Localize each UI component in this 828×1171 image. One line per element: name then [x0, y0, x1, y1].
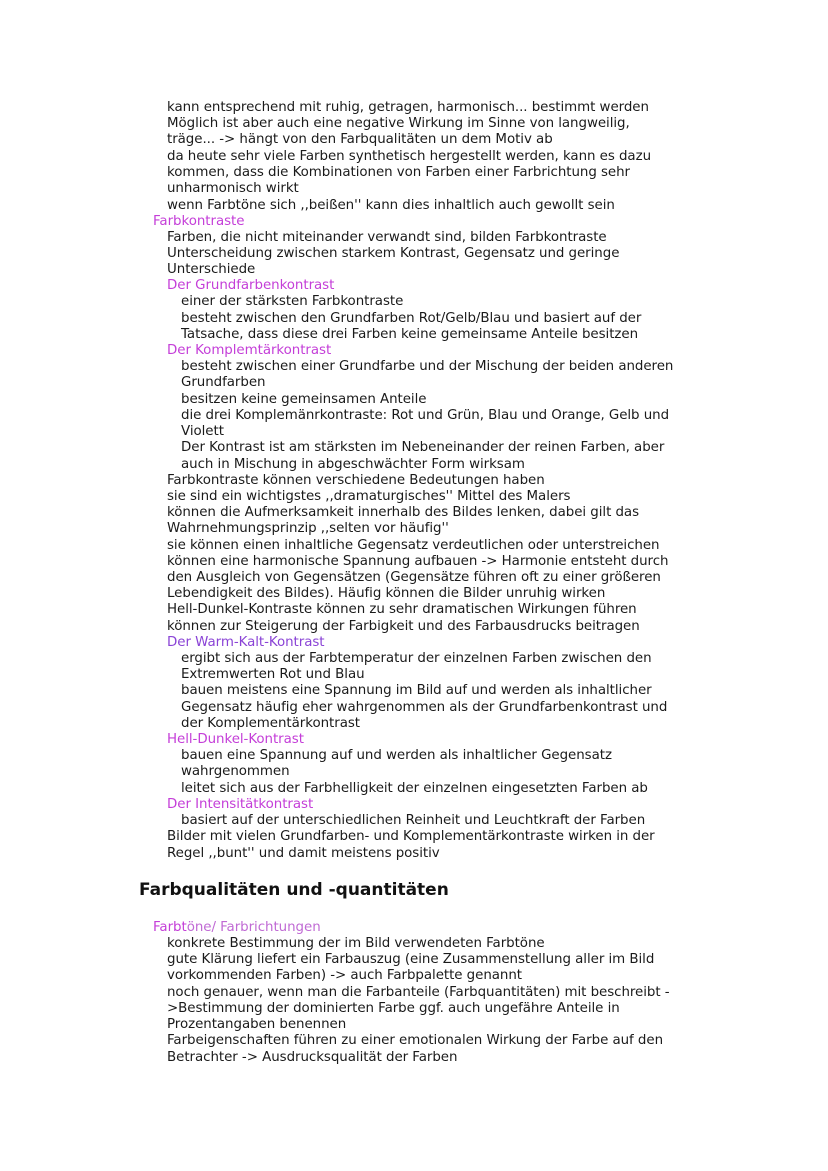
text-line: kommen, dass die Kombinationen von Farben einer Farbrichtung sehr: [167, 165, 630, 180]
text-line: träge... -> hängt von den Farbqualitäten un dem Motiv ab: [167, 132, 553, 147]
text-line: Unterscheidung zwischen starkem Kontrast, Gegensatz und geringe: [167, 246, 620, 261]
text-line: Farben, die nicht miteinander verwandt sind, bilden Farbkontraste: [167, 230, 607, 245]
subheading-warm-kalt-kontrast: Der Warm-Kalt-Kontrast: [167, 635, 325, 650]
text-line: Regel ,,bunt'' und damit meistens positiv: [167, 846, 440, 861]
text-line: auch in Mischung in abgeschwächter Form wirksam: [181, 457, 525, 472]
text-line: unharmonisch wirkt: [167, 181, 299, 196]
text-line: gute Klärung liefert ein Farbauszug (eine Zusammenstellung aller im Bild: [167, 952, 655, 967]
text-line: Tatsache, dass diese drei Farben keine gemeinsame Anteile besitzen: [181, 327, 639, 342]
text-line: sie sind ein wichtigstes ,,dramaturgisches'' Mittel des Malers: [167, 489, 571, 504]
subheading-komplementaerkontrast: Der Komplemtärkontrast: [167, 343, 332, 358]
text-line: wahrgenommen: [181, 764, 290, 779]
subheading-farbtoene: [153, 920, 321, 936]
text-line: Hell-Dunkel-Kontraste können zu sehr dramatischen Wirkungen führen: [167, 602, 637, 617]
section-title-farbqualitaeten: Farbqualitäten und -quantitäten: [139, 880, 449, 900]
text-line: Farbeigenschaften führen zu einer emotionalen Wirkung der Farbe auf den: [167, 1033, 664, 1048]
text-line: sie können einen inhaltliche Gegensatz verdeutlichen oder unterstreichen: [167, 538, 660, 553]
text-line: da heute sehr viele Farben synthetisch hergestellt werden, kann es dazu: [167, 149, 652, 164]
text-line: der Komplementärkontrast: [181, 716, 360, 731]
text-line: leitet sich aus der Farbhelligkeit der einzelnen eingesetzten Farben ab: [181, 781, 648, 796]
text-line: Bilder mit vielen Grundfarben- und Komplementärkontraste wirken in der: [167, 829, 655, 844]
text-line: Prozentangaben benennen: [167, 1017, 347, 1032]
text-line: noch genauer, wenn man die Farbanteile (Farbquantitäten) mit beschreibt -: [167, 985, 670, 1000]
subheading-part: Farbt: [153, 920, 187, 935]
text-line: Grundfarben: [181, 375, 266, 390]
subheading-intensitaetkontrast: Der Intensitätkontrast: [167, 797, 314, 812]
text-line: vorkommenden Farben) -> auch Farbpalette genannt: [167, 968, 522, 983]
text-line: können eine harmonische Spannung aufbauen -> Harmonie entsteht durch: [167, 554, 669, 569]
text-line: Betrachter -> Ausdrucksqualität der Farben: [167, 1050, 458, 1065]
text-line: kann entsprechend mit ruhig, getragen, harmonisch... bestimmt werden: [167, 100, 649, 115]
text-line: einer der stärksten Farbkontraste: [181, 294, 404, 309]
text-line: Unterschiede: [167, 262, 256, 277]
subheading-part: öne/ Farbrichtungen: [186, 920, 321, 935]
section-heading-farbkontraste: Farbkontraste: [153, 214, 245, 229]
text-line: Lebendigkeit des Bildes). Häufig können die Bilder unruhig wirken: [167, 586, 606, 601]
text-line: Extremwerten Rot und Blau: [181, 667, 365, 682]
text-line: bauen meistens eine Spannung im Bild auf und werden als inhaltlicher: [181, 683, 652, 698]
text-line: Wahrnehmungsprinzip ,,selten vor häufig'': [167, 521, 449, 536]
text-line: besteht zwischen einer Grundfarbe und der Mischung der beiden anderen: [181, 359, 674, 374]
text-line: basiert auf der unterschiedlichen Reinheit und Leuchtkraft der Farben: [181, 813, 646, 828]
text-line: bauen eine Spannung auf und werden als inhaltlicher Gegensatz: [181, 748, 612, 763]
subheading-hell-dunkel-kontrast: Hell-Dunkel-Kontrast: [167, 732, 304, 747]
subheading-grundfarbenkontrast: Der Grundfarbenkontrast: [167, 278, 335, 293]
text-line: konkrete Bestimmung der im Bild verwendeten Farbtöne: [167, 936, 545, 951]
text-line: besitzen keine gemeinsamen Anteile: [181, 392, 427, 407]
text-line: den Ausgleich von Gegensätzen (Gegensätze führen oft zu einer größeren: [167, 570, 661, 585]
text-line: Violett: [181, 424, 224, 439]
text-line: können zur Steigerung der Farbigkeit und des Farbausdrucks beitragen: [167, 619, 640, 634]
text-line: Der Kontrast ist am stärksten im Nebeneinander der reinen Farben, aber: [181, 440, 665, 455]
text-line: Möglich ist aber auch eine negative Wirkung im Sinne von langweilig,: [167, 116, 630, 131]
text-line: Farbkontraste können verschiedene Bedeutungen haben: [167, 473, 545, 488]
text-line: die drei Komplemänrkontraste: Rot und Grün, Blau und Orange, Gelb und: [181, 408, 670, 423]
text-line: >Bestimmung der dominierten Farbe ggf. auch ungefähre Anteile in: [167, 1001, 620, 1016]
text-line: können die Aufmerksamkeit innerhalb des Bildes lenken, dabei gilt das: [167, 505, 640, 520]
text-line: Gegensatz häufig eher wahrgenommen als der Grundfarbenkontrast und: [181, 700, 668, 715]
text-line: wenn Farbtöne sich ,,beißen'' kann dies inhaltlich auch gewollt sein: [167, 198, 615, 213]
text-line: besteht zwischen den Grundfarben Rot/Gelb/Blau und basiert auf der: [181, 311, 642, 326]
text-line: ergibt sich aus der Farbtemperatur der einzelnen Farben zwischen den: [181, 651, 652, 666]
